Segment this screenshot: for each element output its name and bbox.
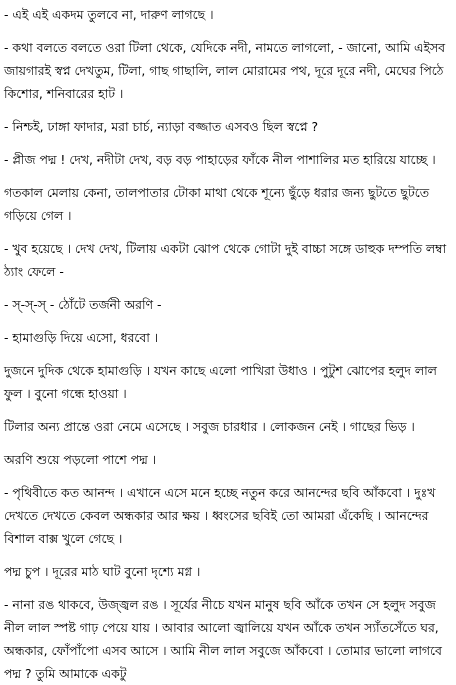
paragraph: - স্-স্-স্ - ঠোঁটে তর্জনী অরণি - bbox=[4, 297, 162, 312]
paragraph: পদ্ম চুপ । দূরের মাঠ ঘাট বুনো দৃশ্যে মগ্ন । bbox=[4, 564, 201, 579]
paragraph: - কথা বলতে বলতে ওরা টিলা থেকে, যেদিকে নদী, নামতে লাগলো, - জানো, আমি এইসব জায়গারই স্বপ্ন দেখতুম, টিলা, গাছ গাছালি, লাল মোরামের পথ, দূরে দূরে নদী, মেঘের পিঠে কিশোর, শনিবারের হাট । bbox=[4, 40, 449, 101]
paragraph: - নিশ্চই, ঢাঙ্গা ফাদার, মরা চার্চ, ন্যাড়া বজ্জাত এসবও ছিল স্বপ্নে ? bbox=[4, 119, 319, 134]
paragraph: - প্লীজ পদ্ম ! দেখ, নদীটা দেখ, বড় বড় পাহাড়ের ফাঁকে নীল পাশালির মত হারিয়ে যাচ্ছে । bbox=[4, 152, 436, 167]
paragraph: - নানা রঙ থাকবে, উজ্জ্বল রঙ । সূর্যের নীচে যখন মানুষ ছবি আঁকে তখন সে হলুদ সবুজ নীল লাল স্পষ্ট গাঢ় পেয়ে যায় । আবার আলো জ্বালিয়ে যখন আঁকে তখন স্যাঁতসেঁতে ঘর, অন্ধকার, ফোঁপাঁপো এসব আসে । আমি নীল লাল সবুজে আঁকবো । তোমার ভালো লাগবে পদ্ম ? তুমি আমাকে একটু bbox=[4, 597, 446, 681]
paragraph: গতকাল মেলায় কেনা, তালপাতার টোকা মাথা থেকে শূন্যে ছুঁড়ে ধরার জন্য ছুটতে ছুটতে গড়িয়ে গেল । bbox=[4, 185, 433, 223]
paragraph: অরণি শুয়ে পড়লো পাশে পদ্ম । bbox=[4, 452, 157, 467]
paragraph: টিলার অন্য প্রান্তে ওরা নেমে এসেছে । সবুজ চারধার । লোকজন নেই । গাছের ভিড় । bbox=[4, 419, 415, 434]
paragraph: - এই এই একদম তুলবে না, দারুণ লাগছে । bbox=[4, 7, 214, 22]
paragraph: - হামাগুড়ি দিয়ে এসো, ধরবো । bbox=[4, 330, 159, 345]
paragraph: - পৃথিবীতে কত আনন্দ । এখানে এসে মনে হচ্ছে নতুন করে আনন্দের ছবি আঁকবো । দুঃখ দেখতে দেখতে কেবল অন্ধকার আর ক্ষয় । ধ্বংসের ছবিই তো আমরা এঁকেছি । আনন্দের বিশাল বাক্স খুলে গেছে । bbox=[4, 485, 440, 546]
paragraph: - খুব হয়েছে । দেখ দেখ, টিলায় একটা ঝোপ থেকে গোটা দুই বাচ্চা সঙ্গে ডাহুক দম্পতি লম্বা ঠ্যাং ফেলে - bbox=[4, 241, 451, 279]
paragraph: দুজনে দুদিক থেকে হামাগুড়ি । যখন কাছে এলো পাখিরা উধাও । পুটুশ ঝোপের হলুদ লাল ফুল । বুনো গন্ধে হাওয়া । bbox=[4, 363, 441, 401]
